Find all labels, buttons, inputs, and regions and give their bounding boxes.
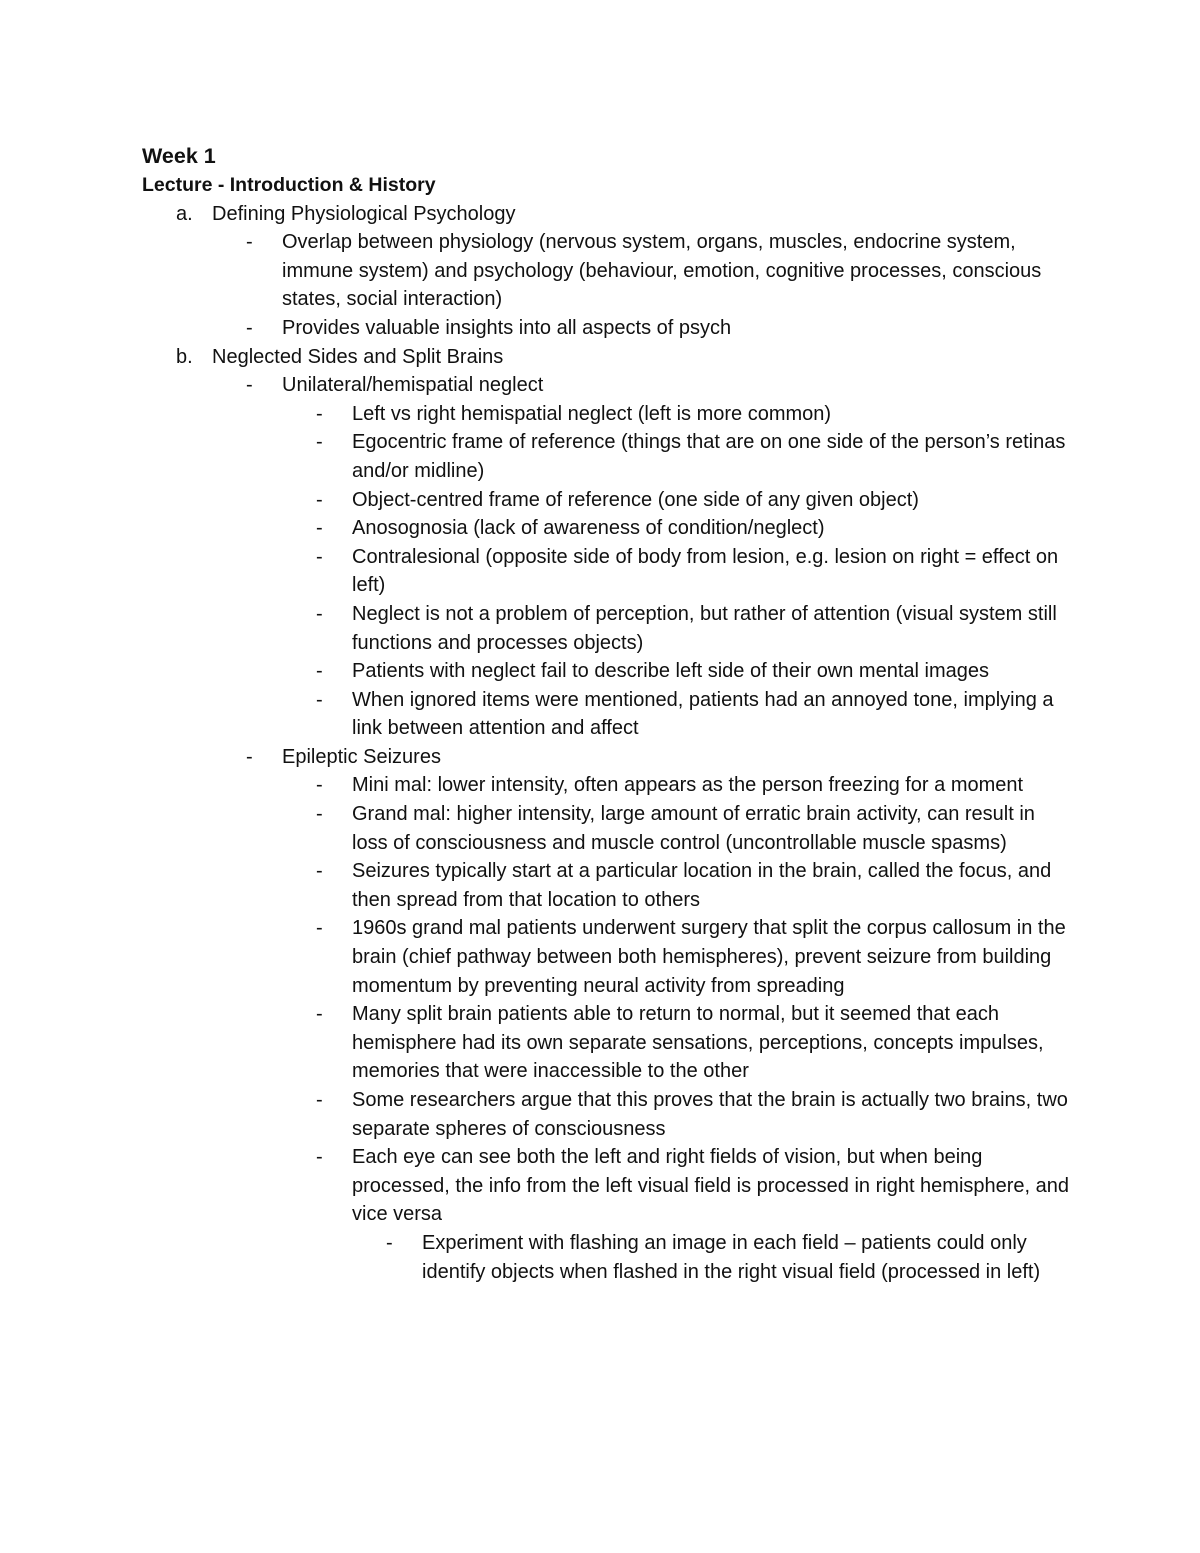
- bullet-dash: -: [316, 545, 323, 568]
- item-text: Experiment with flashing an image in each field – patients could only identify objects when flashed in the right visual field (processed in left): [422, 1231, 1041, 1283]
- list-item: [142, 914, 1072, 1000]
- bullet-dash: -: [246, 316, 253, 339]
- item-text: Seizures typically start at a particular location in the brain, called the focus, and then spread from that location to others: [352, 860, 1052, 911]
- item-text: Grand mal: higher intensity, large amount of erratic brain activity, can result in loss of consciousness and muscle control (uncontrollable muscle spasms): [352, 803, 1035, 854]
- list-item: [142, 486, 1072, 515]
- section-heading: [142, 200, 1072, 229]
- list-item: [142, 686, 1072, 743]
- group-heading: [142, 371, 1072, 400]
- item-text: Many split brain patients able to return to normal, but it seemed that each hemisphere had its own separate sensations, perceptions, concepts impulses, memories that were inaccessible to the other: [352, 1003, 1044, 1083]
- bullet-dash: -: [316, 431, 323, 454]
- list-item: [142, 514, 1072, 543]
- bullet-dash: -: [316, 860, 323, 883]
- bullet-dash: -: [316, 774, 323, 797]
- bullet-dash: -: [316, 688, 323, 711]
- bullet-dash: -: [316, 488, 323, 511]
- list-item: [142, 400, 1072, 429]
- list-item: [142, 800, 1072, 857]
- bullet-dash: -: [246, 374, 253, 397]
- list-item: [142, 1086, 1072, 1143]
- bullet-dash: -: [316, 602, 323, 625]
- bullet-dash: -: [316, 517, 323, 540]
- list-item: [142, 1000, 1072, 1086]
- bullet-dash: -: [316, 1146, 323, 1169]
- item-text: Patients with neglect fail to describe left side of their own mental images: [352, 660, 989, 683]
- item-text: Object-centred frame of reference (one side of any given object): [352, 488, 919, 511]
- section-title: Defining Physiological Psychology: [212, 202, 516, 225]
- bullet-dash: -: [316, 1089, 323, 1111]
- list-item: [142, 1143, 1072, 1229]
- group-label: Epileptic Seizures: [282, 745, 441, 768]
- item-text: Each eye can see both the left and right fields of vision, but when being processed, the info from the left visual field is processed in right hemisphere, and vice versa: [352, 1146, 1070, 1226]
- bullet-dash: -: [246, 231, 253, 254]
- item-text: When ignored items were mentioned, patients had an annoyed tone, implying a link between attention and affect: [352, 688, 1054, 740]
- notes-content: [142, 141, 1072, 1286]
- bullet-dash: -: [316, 660, 323, 683]
- item-text: Egocentric frame of reference (things that are on one side of the person’s retinas and/or midline): [352, 431, 1066, 482]
- list-item: [142, 428, 1072, 485]
- item-text: Left vs right hemispatial neglect (left is more common): [352, 402, 832, 425]
- item-text: Neglect is not a problem of perception, but rather of attention (visual system still functions and processes objects): [352, 602, 1057, 654]
- item-text: Mini mal: lower intensity, often appears as the person freezing for a moment: [352, 774, 1024, 797]
- bullet-dash: -: [246, 745, 253, 768]
- group-heading: [142, 743, 1072, 772]
- bullet-dash: -: [316, 803, 323, 826]
- sub-list-item: [142, 1229, 1072, 1286]
- list-item: [142, 771, 1072, 800]
- bullet-dash: -: [316, 402, 323, 425]
- item-text: Contralesional (opposite side of body from lesion, e.g. lesion on right = effect on left): [352, 545, 1059, 597]
- section-title: Neglected Sides and Split Brains: [212, 345, 504, 368]
- list-item: [142, 228, 1072, 314]
- section-heading: [142, 343, 1072, 372]
- bullet-dash: -: [316, 917, 323, 940]
- group-label: Unilateral/hemispatial neglect: [282, 374, 544, 397]
- item-text: Anosognosia (lack of awareness of condition/neglect): [352, 517, 825, 540]
- section-marker: a.: [176, 202, 193, 225]
- page-title: Week 1: [142, 144, 216, 168]
- item-text: 1960s grand mal patients underwent surgery that split the corpus callosum in the brain (chief pathway between both hemispheres), prevent seizure from building momentum by preventing neural activity from spreading: [352, 917, 1066, 997]
- lecture-heading: Lecture - Introduction & History: [142, 174, 436, 196]
- bullet-dash: -: [316, 1003, 323, 1026]
- item-text: Overlap between physiology (nervous system, organs, muscles, endocrine system, immune system) and psychology (behaviour, emotion, cognitive processes, conscious states, social interaction): [282, 231, 1042, 311]
- item-text: Some researchers argue that this proves that the brain is actually two brains, two separate spheres of consciousness: [352, 1089, 1068, 1140]
- bullet-dash: -: [386, 1231, 393, 1254]
- list-item: [142, 657, 1072, 686]
- list-item: [142, 857, 1072, 914]
- list-item: [142, 600, 1072, 657]
- list-item: [142, 543, 1072, 600]
- list-item: [142, 314, 1072, 343]
- section-marker: b.: [176, 345, 193, 368]
- item-text: Provides valuable insights into all aspects of psych: [282, 316, 732, 339]
